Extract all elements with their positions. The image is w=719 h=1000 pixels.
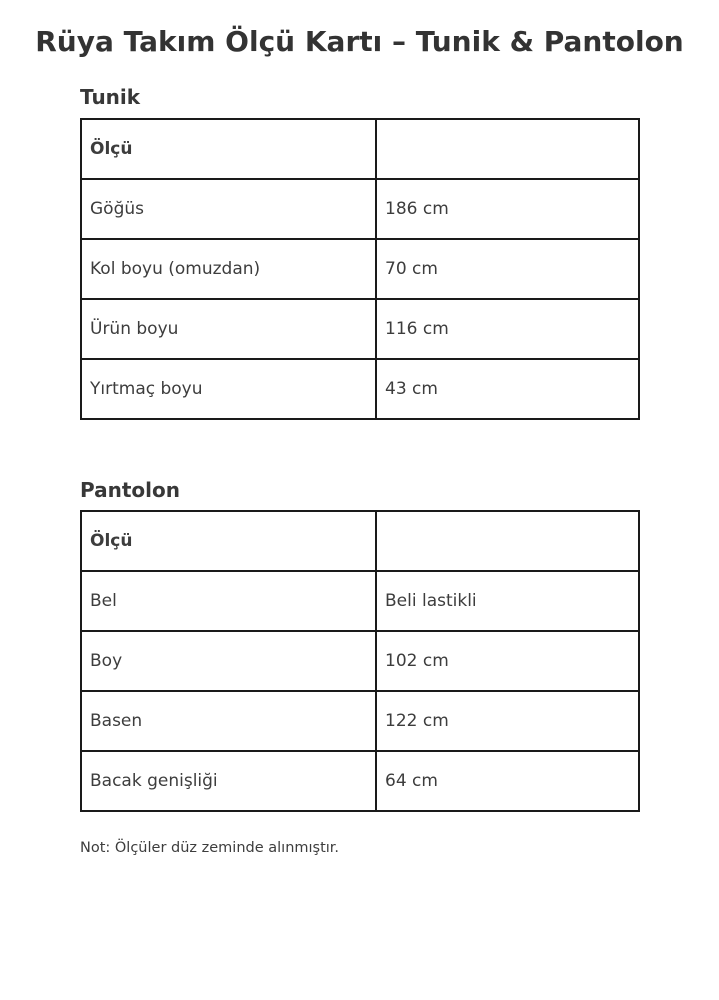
- pantolon-size-table: [80, 510, 640, 812]
- measurement-value: 122 cm: [376, 691, 639, 751]
- section-heading-pantolon: Pantolon: [80, 478, 180, 502]
- table-row: [81, 631, 639, 691]
- table-row: [81, 571, 639, 631]
- measurement-value: 102 cm: [376, 631, 639, 691]
- table-header-row: [81, 119, 639, 179]
- measurement-value: 64 cm: [376, 751, 639, 811]
- measurement-value: 186 cm: [376, 179, 639, 239]
- measurement-label: Basen: [81, 691, 376, 751]
- column-header-olcu: Ölçü: [81, 511, 376, 571]
- measurement-label: Bel: [81, 571, 376, 631]
- measurement-label: Boy: [81, 631, 376, 691]
- table-row: [81, 299, 639, 359]
- table-row: [81, 691, 639, 751]
- page-title: Rüya Takım Ölçü Kartı – Tunik & Pantolon: [35, 25, 684, 58]
- table-row: [81, 751, 639, 811]
- measurement-label: Göğüs: [81, 179, 376, 239]
- column-header-olcu: Ölçü: [81, 119, 376, 179]
- tunik-size-table: [80, 118, 640, 420]
- measurement-label: Ürün boyu: [81, 299, 376, 359]
- table-row: [81, 239, 639, 299]
- measurement-label: Kol boyu (omuzdan): [81, 239, 376, 299]
- section-heading-tunik: Tunik: [80, 85, 141, 109]
- measurement-value: 116 cm: [376, 299, 639, 359]
- measurement-label: Yırtmaç boyu: [81, 359, 376, 419]
- measurement-value: 43 cm: [376, 359, 639, 419]
- measurement-value: 70 cm: [376, 239, 639, 299]
- column-header-value: [376, 511, 639, 571]
- measurement-label: Bacak genişliği: [81, 751, 376, 811]
- measurement-value: Beli lastikli: [376, 571, 639, 631]
- table-header-row: [81, 511, 639, 571]
- footer-note: Not: Ölçüler düz zeminde alınmıştır.: [80, 840, 340, 856]
- table-row: [81, 179, 639, 239]
- content-column: [80, 87, 640, 857]
- table-row: [81, 359, 639, 419]
- column-header-value: [376, 119, 639, 179]
